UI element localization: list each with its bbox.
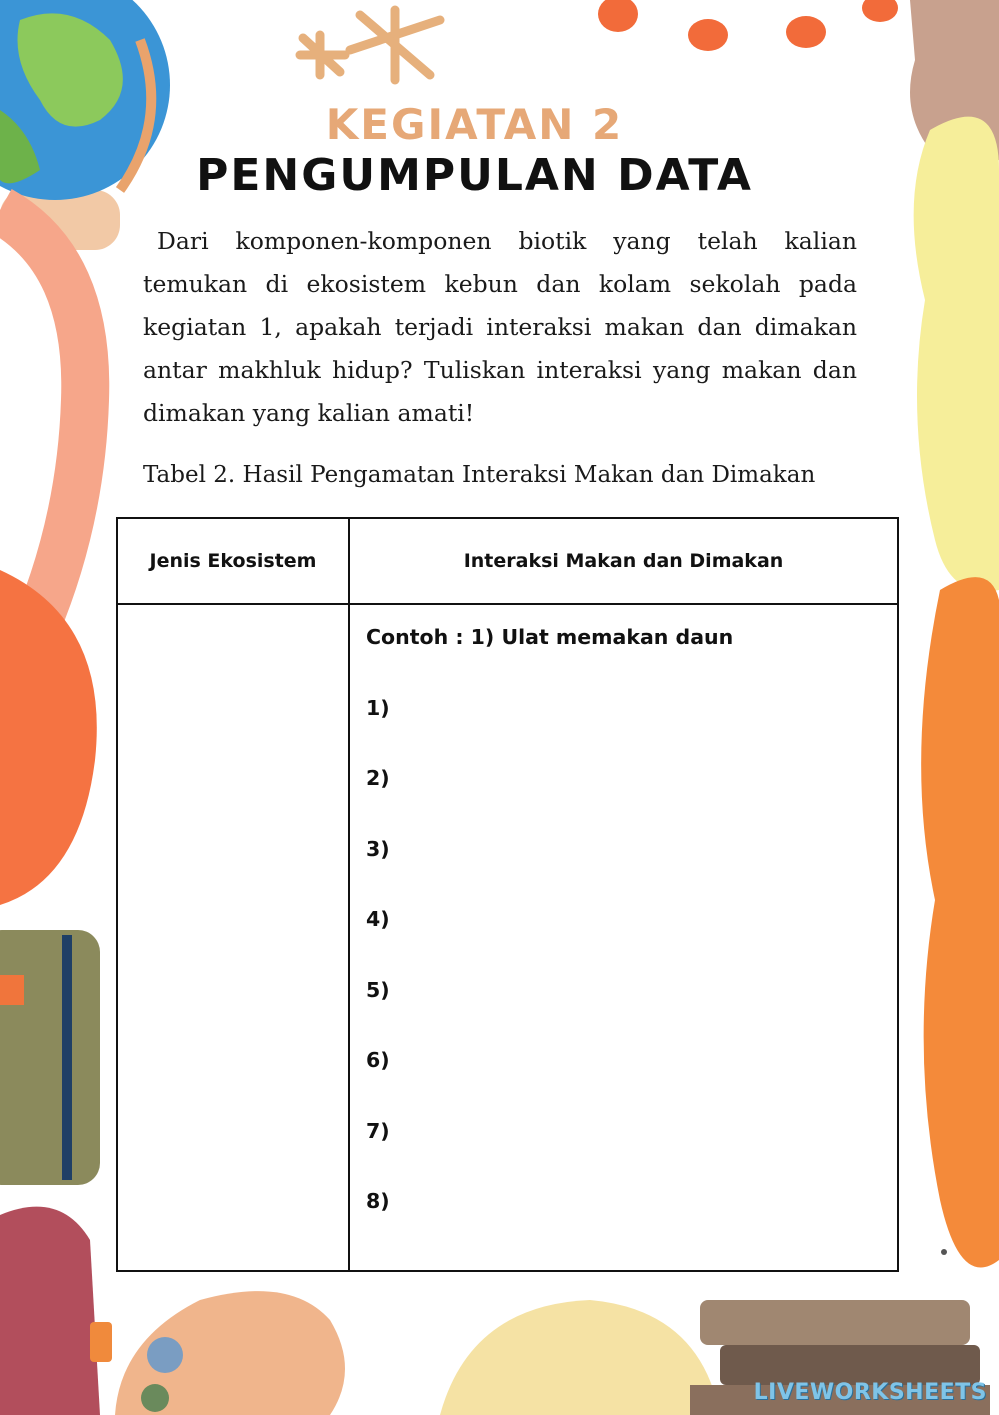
sun-icon	[440, 1300, 720, 1415]
activity-label: KEGIATAN 2	[325, 100, 624, 149]
interaction-cell	[349, 604, 898, 1271]
blob-orange-left-icon	[0, 570, 97, 905]
entry-5[interactable]: 5)	[366, 977, 390, 1002]
instruction-paragraph: Dari komponen-komponen biotik yang telah kalian temukan di ekosistem kebun dan kolam sekolah pada kegiatan 1, apakah terjadi interaksi makan dan dimakan antar makhluk hidup? Tuliskan interaksi yang makan dan dimakan yang kalian amati!	[143, 227, 857, 427]
table-header-row	[117, 518, 898, 604]
ecosystem-cell[interactable]	[117, 604, 349, 1271]
entry-6[interactable]: 6)	[366, 1048, 390, 1072]
dot-icons	[598, 0, 898, 51]
entry-4[interactable]: 4)	[366, 907, 390, 931]
entry-1[interactable]: 1)	[366, 695, 390, 720]
blob-orange-right-icon	[921, 577, 999, 1267]
table-row	[117, 604, 898, 1271]
table-caption: Tabel 2. Hasil Pengamatan Interaksi Makan dan Dimakan	[143, 462, 816, 488]
sparkle-icon	[300, 10, 440, 80]
palette-icon	[115, 1291, 345, 1415]
example-entry: Contoh : 1) Ulat memakan daun	[366, 625, 734, 649]
entry-8[interactable]: 8)	[366, 1189, 390, 1213]
observation-table	[116, 517, 899, 1272]
liveworksheets-logo: LIVEWORKSHEETS	[753, 1380, 987, 1405]
notebook-icon	[0, 930, 100, 1185]
dot-icon	[941, 1249, 947, 1255]
entry-2[interactable]: 2)	[366, 766, 390, 790]
backpack-icon	[0, 1207, 112, 1415]
entry-7[interactable]: 7)	[366, 1118, 390, 1143]
header-jenis-ekosistem: Jenis Ekosistem	[117, 518, 349, 604]
entry-3[interactable]: 3)	[366, 836, 390, 861]
header-interaksi: Interaksi Makan dan Dimakan	[349, 518, 898, 604]
page-title: PENGUMPULAN DATA	[196, 150, 753, 201]
